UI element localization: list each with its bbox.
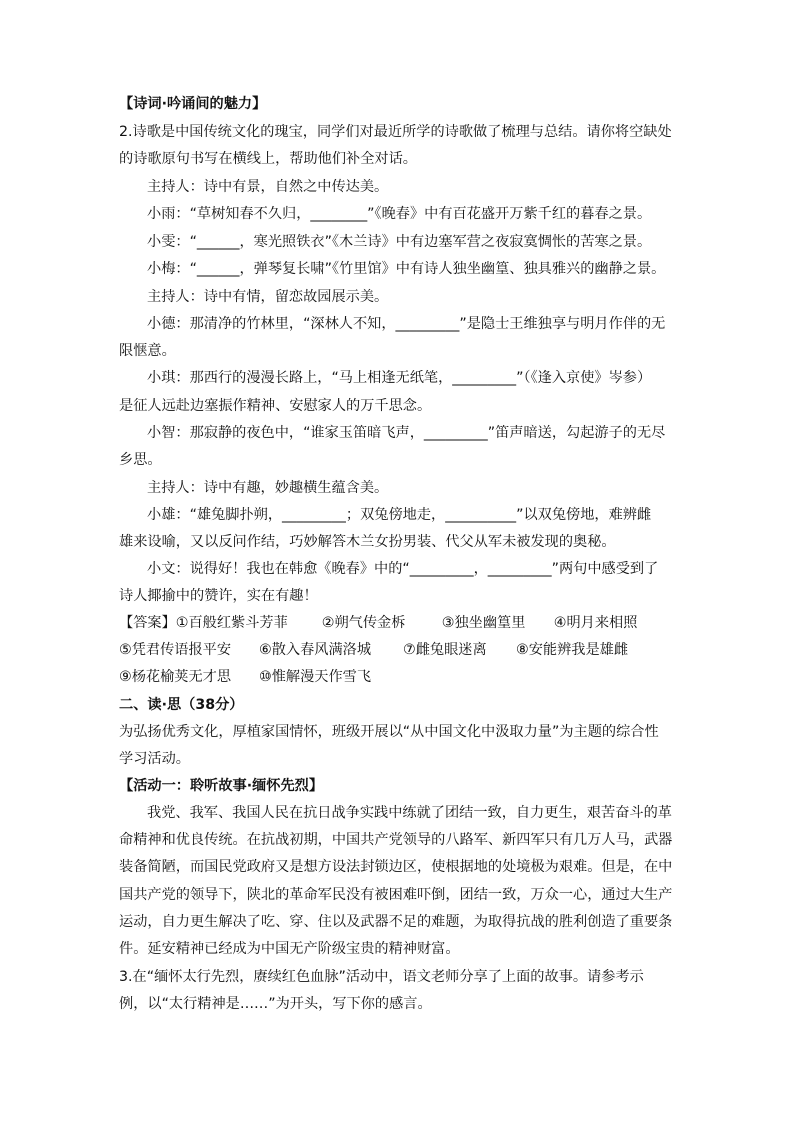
dialog-line: 主持人：诗中有景，自然之中传达美。 — [147, 179, 389, 195]
dialog-line: 小雨：“草树知春不久归，________”《晚春》中有百花盛开万紫千红的暮春之景。 — [147, 206, 652, 222]
dialog-line: 小智：那寂静的夜色中，“谁家玉笛暗飞声，_________”笛声暗送，勾起游子的无尽 — [147, 425, 666, 441]
intro-line-2: 学习活动。 — [119, 751, 190, 767]
answer-row-2 — [119, 640, 679, 660]
dialog-line: 小文：说得好！我也在韩愈《晚春》中的“_________，_________”两句中感受到了 — [147, 561, 659, 577]
dialog-line: 小琪：那西行的漫漫长路上，“马上相逢无纸笔，_________”（《逢入京使》岑参） — [147, 370, 652, 386]
dialog-wrap-line: 是征人远赴边塞振作精神、安慰家人的万千思念。 — [119, 398, 432, 414]
story-line: 国共产党的领导下，陕北的革命军民没有被困难吓倒，团结一致，万众一心，通过大生产 — [119, 887, 673, 903]
dialog-line: 主持人：诗中有趣，妙趣横生蕴含美。 — [147, 480, 389, 496]
section-heading-read-think: 二、读·思（38分） — [119, 697, 244, 713]
story-line: 命精神和优良传统。在抗战初期，中国共产党领导的八路军、新四军只有几万人马，武器 — [119, 832, 673, 848]
question-3-line-2: 例，以“太行精神是……”为开头，写下你的感言。 — [119, 996, 432, 1012]
dialog-wrap-line: 乡思。 — [119, 452, 162, 468]
dialog-line: 小梅：“______，弹琴复长啸”《竹里馆》中有诗人独坐幽篁、独具雅兴的幽静之景。 — [147, 261, 666, 277]
dialog-wrap-line: 诗人揶揄中的赞许，实在有趣！ — [119, 588, 318, 604]
question-2-line-2: 的诗歌原句书写在横线上，帮助他们补全对话。 — [119, 151, 417, 167]
answer-label: 【答案】 — [119, 615, 176, 631]
dialog-wrap-line: 限惬意。 — [119, 343, 176, 359]
section-heading-poetry: 【诗词·吟诵间的魅力】 — [119, 96, 267, 112]
answer-item: ⑨杨花榆荚无才思 — [119, 669, 232, 685]
dialog-line: 主持人：诗中有情，留恋故园展示美。 — [147, 289, 389, 305]
answer-item: ⑦雌兔眼迷离 — [403, 642, 487, 658]
answer-row-3 — [119, 667, 679, 687]
question-3-line-1: 3.在“缅怀太行先烈，赓续红色血脉”活动中，语文老师分享了上面的故事。请参考示 — [119, 969, 644, 985]
answer-item: ⑤凭君传语报平安 — [119, 642, 232, 658]
story-line: 运动，自力更生解决了吃、穿、住以及武器不足的难题，为取得抗战的胜利创造了重要条 — [119, 914, 673, 930]
story-line: 我党、我军、我国人民在抗日战争实践中练就了团结一致，自力更生，艰苦奋斗的革 — [147, 805, 672, 821]
answer-item: ⑥散入春风满洛城 — [259, 642, 372, 658]
intro-line-1: 为弘扬优秀文化，厚植家国情怀，班级开展以“从中国文化中汲取力量”为主题的综合性 — [119, 724, 659, 740]
answer-item: ②朔气传金柝 — [321, 615, 406, 631]
story-line: 件。延安精神已经成为中国无产阶级宝贵的精神财富。 — [119, 941, 460, 957]
activity-heading: 【活动一：聆听故事·缅怀先烈】 — [119, 778, 324, 794]
answer-item: ①百般红紫斗芳菲 — [175, 615, 288, 631]
answer-item: ⑧安能辨我是雄雌 — [516, 642, 629, 658]
answer-item: ⑩惟解漫天作雪飞 — [259, 669, 372, 685]
answer-item: ③独坐幽篁里 — [441, 615, 526, 631]
dialog-line: 小雯：“______，寒光照铁衣”《木兰诗》中有边塞军营之夜寂寞惆怅的苦寒之景。 — [147, 234, 652, 250]
answer-item: ④明月来相照 — [553, 615, 638, 631]
question-2-line-1: 2.诗歌是中国传统文化的瑰宝，同学们对最近所学的诗歌做了梳理与总结。请你将空缺处 — [119, 124, 672, 140]
answer-row-1 — [119, 613, 679, 633]
dialog-wrap-line: 雄来设喻，又以反问作结，巧妙解答木兰女扮男装、代父从军未被发现的奥秘。 — [119, 534, 616, 550]
dialog-line: 小雄：“雄兔脚扑朔，_________；双兔傍地走，__________”以双兔傍地，难辨雌 — [147, 507, 652, 523]
story-line: 装备简陋，而国民党政府又是想方设法封锁边区，使根据地的处境极为艰难。但是，在中 — [119, 859, 673, 875]
dialog-line: 小德：那清净的竹林里，“深林人不知，_________”是隐士王维独享与明月作伴的无 — [147, 316, 666, 332]
